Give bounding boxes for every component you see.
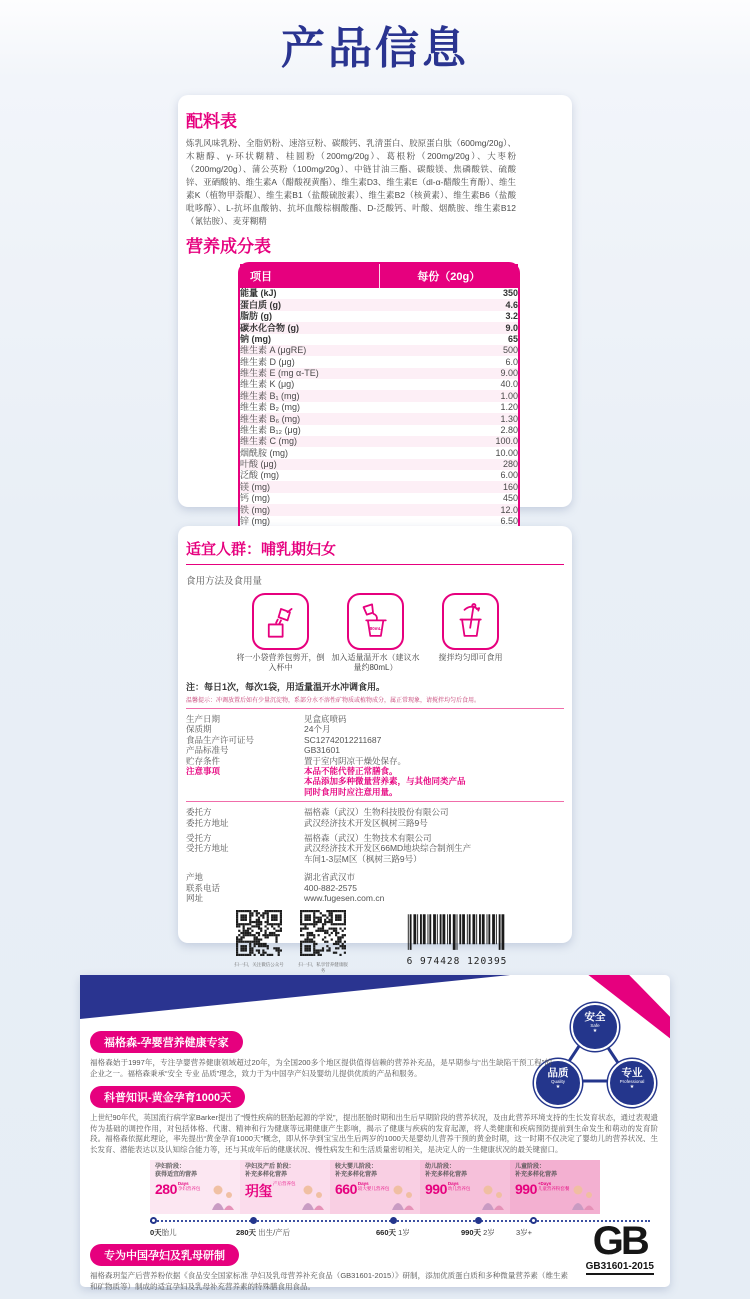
nutrition-row	[240, 299, 518, 310]
info-label: 生产日期	[186, 714, 221, 724]
info-value: 本品不能代替正常膳食。 本品添加多种微量营养素，与其他同类产品 同时食用时应注意用量。	[304, 766, 466, 797]
timeline-stage	[150, 1160, 240, 1214]
stage-number: 280	[155, 1181, 177, 1197]
ingredients-card	[178, 95, 572, 526]
nutrient-value: 2.80	[500, 424, 518, 435]
timeline-marker	[150, 1217, 157, 1224]
star-icon: ★	[555, 1084, 561, 1090]
nutrient-value: 9.0	[505, 322, 518, 333]
stage-pack-label: 幼儿营养包	[447, 1186, 471, 1192]
stage-subtitle: 补充多样化营养	[425, 1171, 468, 1178]
usage-step-caption: 搅拌均匀即可食用	[438, 653, 503, 662]
info-row	[186, 893, 564, 903]
nutrient-name: 叶酸 (μg)	[240, 459, 277, 470]
nutrient-name: 维生素 D (μg)	[240, 356, 295, 367]
barcode	[402, 914, 512, 967]
timeline-axis-label	[461, 1227, 495, 1238]
divider	[186, 801, 564, 802]
nutrient-name: 铁 (mg)	[240, 504, 270, 515]
people-illustration	[388, 1182, 418, 1212]
stage-product-label	[178, 1181, 201, 1191]
nutrition-row	[240, 470, 518, 481]
info-row	[186, 833, 564, 843]
qr-code	[297, 910, 349, 974]
stage-product-label	[273, 1181, 296, 1186]
nutrient-name: 锌 (mg)	[240, 515, 270, 526]
nutrient-name: 维生素 B₁ (mg)	[240, 390, 300, 401]
stage-number: 玥玺	[245, 1183, 272, 1199]
contact-section	[186, 872, 564, 903]
nutrient-value: 4.6	[505, 299, 518, 310]
stage-days-label: Days	[177, 1181, 189, 1186]
stage-pack-label: 产后营养包	[273, 1181, 296, 1186]
info-value: 湖北省武汉市	[304, 872, 356, 883]
nutrient-name: 脂肪 (g)	[240, 311, 272, 322]
people-illustration	[568, 1182, 598, 1212]
info-label: 产品标准号	[186, 745, 229, 756]
nutrient-name: 蛋白质 (g)	[240, 299, 281, 310]
qr-code-image	[300, 943, 346, 960]
nutrition-col-item: 项目	[240, 264, 379, 288]
usage-tip: 温馨提示：冲调放置后如有少量沉淀物，系部分水不溶性矿物质或植物成分，属正常现象，请搅拌均匀后食用。	[186, 698, 481, 704]
star-icon: ★	[629, 1084, 635, 1090]
nutrient-value: 6.50	[500, 515, 518, 526]
nutrient-value: 12.0	[500, 504, 518, 515]
nutrition-row	[240, 447, 518, 458]
nutrient-name: 维生素 A (μgRE)	[240, 345, 307, 356]
stage-title: 幼儿阶段：	[425, 1164, 456, 1170]
info-value: 武汉经济技术开发区枫树三路9号	[304, 817, 428, 828]
info-label: 食品生产许可证号	[186, 734, 255, 745]
nutrition-row	[240, 368, 518, 379]
manufacturer-section	[186, 807, 564, 864]
nutrition-row	[240, 356, 518, 367]
info-label: 受托方	[186, 833, 212, 844]
gb-standard-number: GB31601-2015	[586, 1261, 654, 1275]
info-row	[186, 735, 564, 745]
info-value: 武汉经济技术开发区66MD地块综合制剂生产 车间1-3层M区（枫树三路9号）	[304, 843, 472, 864]
timeline-marker	[475, 1217, 482, 1224]
usage-step	[328, 593, 423, 673]
stage-subtitle: 补充多样化营养	[335, 1171, 378, 1178]
info-value: 福格森（武汉）生物技术有限公司	[304, 833, 432, 844]
timeline-axis	[150, 1214, 650, 1241]
axis-label-days: 990天	[461, 1228, 482, 1237]
nutrition-row	[240, 311, 518, 322]
timeline-stage	[420, 1160, 510, 1214]
nutrient-name: 碳水化合物 (g)	[240, 322, 299, 333]
nutrient-name: 维生素 B₂ (mg)	[240, 402, 300, 413]
nutrient-name: 维生素 B₆ (mg)	[240, 413, 301, 424]
nutrition-header-row	[240, 264, 518, 288]
nutrient-value: 10.00	[495, 447, 518, 458]
info-label: 委托方地址	[186, 817, 229, 828]
axis-label-days: 280天	[236, 1228, 257, 1237]
info-value: 福格森（武汉）生物科技股份有限公司	[304, 807, 449, 818]
audience-title: 适宜人群：哺乳期妇女	[186, 541, 337, 558]
nutrient-name: 维生素 C (mg)	[240, 436, 297, 447]
nutrient-name: 维生素 K (μg)	[240, 379, 295, 390]
timeline-axis-line	[150, 1220, 650, 1222]
info-row	[186, 766, 564, 797]
nutrient-value: 160	[502, 481, 518, 492]
stage-subtitle: 获得适宜的营养	[155, 1171, 198, 1178]
nutrient-value: 65	[507, 333, 518, 344]
nutrient-value: 280	[502, 459, 518, 470]
divider	[186, 708, 564, 709]
timeline-marker	[390, 1217, 397, 1224]
gb-letters: GB	[592, 1219, 647, 1263]
timeline-marker	[250, 1217, 257, 1224]
info-label: 产地	[186, 872, 204, 883]
stage-subtitle: 补充多样化营养	[515, 1171, 558, 1178]
knowledge-badge: 科普知识-黄金孕育1000天	[90, 1086, 245, 1108]
stage-number: 990	[425, 1181, 447, 1197]
star-icon: ★	[592, 1028, 598, 1034]
seal-cn-label: 安全	[584, 1011, 606, 1023]
usage-step	[233, 593, 328, 673]
info-row	[186, 745, 564, 755]
people-illustration	[298, 1182, 328, 1212]
nutrition-title: 营养成分表	[186, 237, 271, 256]
nutrition-row	[240, 402, 518, 413]
stage-title: 儿童阶段：	[515, 1164, 546, 1170]
info-value: 见盒底喷码	[304, 714, 347, 724]
stage-days-label: Days	[357, 1181, 369, 1186]
nutrient-name: 烟酰胺 (mg)	[240, 447, 288, 458]
timeline-axis-label	[236, 1227, 290, 1238]
svg-text:80mL: 80mL	[369, 625, 381, 631]
knowledge-text: 上世纪90年代，英国流行病学家Barker提出了“慢性疾病的胚胎起源的学说”，提出胚胎时期和出生后早期阶段的营养状况，及由此营养环境支持的生长发育状态，通过表观遗传为基础的调控作用，对包括体格、代谢、精神和行为健康等远期健康产生影响，揭示了健康与疾病的发育起源，将人类健康和疾病预防提前到生命发生和萌动的发育阶段。福格森依据此理论，率先提出“黄金孕育1000天”概念，即从怀孕到宝宝出生后两岁的1000天是婴幼儿营养干预的黄金时期，这一时期不仅决定了婴幼儿的营养状况、生长发育、潜能表达以及认知综合能力等，还与其成年后的健康状况、慢性病发生和生活质量密切相关，是决定人的一生健康状况的最关键窗口。	[90, 1113, 658, 1154]
info-value: 24个月	[304, 724, 331, 735]
qr-caption: 扫一扫，私享营养健康服务	[298, 961, 348, 973]
timeline	[150, 1160, 600, 1214]
nutrient-value: 1.00	[500, 390, 518, 401]
stage-pack-label: 孕妇营养包	[177, 1186, 201, 1192]
nutrient-name: 能量 (kJ)	[240, 288, 277, 299]
axis-label-text: 出生/产后	[256, 1228, 291, 1237]
seal-cn-label: 专业	[621, 1067, 643, 1079]
barcode-stripes	[405, 939, 509, 956]
info-row	[186, 756, 564, 766]
usage-step	[423, 593, 518, 673]
usage-steps	[233, 593, 564, 673]
usage-step-caption: 加入适量温开水（建议水量约80mL）	[331, 653, 420, 672]
nutrient-value: 6.00	[500, 470, 518, 481]
info-label: 贮存条件	[186, 755, 221, 766]
product-info-section	[186, 714, 564, 797]
nutrition-row	[240, 322, 518, 333]
nutrient-value: 100.0	[495, 436, 518, 447]
nutrient-value: 450	[502, 493, 518, 504]
nutrition-row	[240, 334, 518, 345]
stage-product-label	[538, 1181, 570, 1191]
page-title: 产品信息	[281, 24, 469, 73]
nutrition-row	[240, 379, 518, 390]
gb-standard-logo	[585, 1219, 654, 1275]
nutrient-name: 泛酸 (mg)	[240, 470, 279, 481]
people-illustration	[208, 1182, 238, 1212]
nutrition-row	[240, 504, 518, 515]
nutrient-value: 9.00	[500, 368, 518, 379]
axis-label-text: 1岁	[396, 1228, 410, 1237]
nutrition-row	[240, 459, 518, 470]
stage-title: 孕妇阶段：	[155, 1164, 186, 1170]
timeline-axis-label	[376, 1227, 410, 1238]
nutrient-value: 1.30	[500, 413, 518, 424]
axis-label-text: 胎儿	[161, 1228, 177, 1237]
info-row	[186, 818, 564, 828]
nutrient-value: 1.20	[500, 402, 518, 413]
stage-title: 较大婴儿阶段：	[335, 1164, 378, 1170]
nutrition-row	[240, 425, 518, 436]
stage-product-label	[448, 1181, 471, 1191]
nutrient-value: 500	[502, 345, 518, 356]
seal-en-label: Quality	[550, 1079, 565, 1084]
brand-card	[80, 975, 670, 1291]
nutrition-col-per-serving: 每份（20g）	[379, 264, 518, 288]
stage-days-label: +Days	[537, 1181, 552, 1186]
timeline-stage	[510, 1160, 600, 1214]
usage-card	[178, 526, 572, 973]
add-water-icon	[347, 593, 404, 650]
ingredients-title: 配料表	[186, 112, 237, 131]
nutrient-value: 350	[502, 288, 518, 299]
brand-badge: 福格森-孕婴营养健康专家	[90, 1031, 243, 1053]
stage-days-label: Days	[447, 1181, 459, 1186]
info-value: SC12742012211687	[304, 734, 382, 745]
nutrition-row	[240, 481, 518, 492]
qr-caption: 扫一扫，关注微信公众号	[234, 961, 284, 967]
axis-label-days: 660天	[376, 1228, 397, 1237]
qr-code-image	[236, 943, 282, 960]
info-row	[186, 843, 564, 864]
seal-cn-label: 品质	[547, 1067, 569, 1079]
nutrient-name: 钙 (mg)	[240, 493, 270, 504]
info-value: www.fugesen.com.cn	[304, 893, 385, 904]
nutrient-value: 3.2	[505, 311, 518, 322]
info-label: 保质期	[186, 724, 212, 735]
timeline-marker	[530, 1217, 537, 1224]
sachet-cut-icon	[252, 593, 309, 650]
stage-product-label	[358, 1181, 390, 1191]
info-label: 委托方	[186, 807, 212, 818]
timeline-stage	[330, 1160, 420, 1214]
usage-step-caption: 将一小袋营养包剪开，倒入杯中	[236, 653, 325, 672]
nutrient-name: 维生素 B₁₂ (μg)	[240, 424, 301, 435]
nutrition-table	[238, 262, 520, 540]
nutrition-row	[240, 345, 518, 356]
formulated-badge: 专为中国孕妇及乳母研制	[90, 1244, 239, 1266]
timeline-axis-label	[150, 1227, 177, 1238]
info-value: GB31601	[304, 745, 340, 756]
nutrient-name: 钠 (mg)	[240, 333, 271, 344]
stage-number: 660	[335, 1181, 357, 1197]
nutrition-row	[240, 390, 518, 401]
nutrition-row	[240, 288, 518, 299]
info-row	[186, 807, 564, 817]
info-value: 置于室内阴凉干燥处保存。	[304, 755, 407, 766]
nutrition-row	[240, 493, 518, 504]
stage-title: 孕妇及产后 阶段：	[245, 1164, 295, 1170]
barcode-digits: 6 974428 120395	[406, 955, 508, 967]
seal-en-label: Safe	[590, 1023, 600, 1028]
stir-icon	[442, 593, 499, 650]
stage-number: 990	[515, 1181, 537, 1197]
nutrient-value: 6.0	[505, 356, 518, 367]
timeline-stage	[240, 1160, 330, 1214]
formulated-text: 福格森玥玺产后营养粉依据《食品安全国家标准 孕妇及乳母营养补充食品（GB31601-2015）》研制，添加优质蛋白质和多种微量营养素（维生素和矿物质等）制成的适宜孕妇及乳母补充营养素的特殊膳食用食品。	[90, 1271, 568, 1291]
brand-intro-text: 福格森始于1997年，专注孕婴营养健康领域超过20年，为全国200多个地区提供值得信赖的营养补充品，是早期参与“出生缺陷干预工程”的企业之一。福格森秉承“安全 专业 品质”理念，致力于为中国孕产妇及婴幼儿提供优质的产品和服务。	[90, 1058, 552, 1078]
info-row	[186, 883, 564, 893]
codes-section	[186, 910, 564, 972]
usage-note: 注：每日1次，每次1袋，用适量温开水冲调食用。	[186, 682, 386, 692]
people-illustration	[478, 1182, 508, 1212]
stage-pack-label: 儿童营养粉套餐	[537, 1186, 570, 1192]
info-label: 网址	[186, 893, 204, 904]
seal-en-label: Professional	[619, 1079, 645, 1084]
stage-pack-label: 较大婴儿营养包	[357, 1186, 390, 1192]
qr-code	[233, 910, 285, 968]
nutrient-name: 镁 (mg)	[240, 481, 270, 492]
nutrient-name: 维生素 E (mg α-TE)	[240, 368, 319, 379]
info-row	[186, 714, 564, 724]
info-value: 400-882-2575	[304, 882, 357, 893]
info-row	[186, 724, 564, 734]
axis-label-days: 0天	[150, 1228, 162, 1237]
stage-subtitle: 补充多样化营养	[245, 1171, 288, 1178]
axis-label-text: 2岁	[481, 1228, 495, 1237]
nutrition-row	[240, 413, 518, 424]
usage-method-title: 食用方法及食用量	[186, 576, 263, 587]
info-label: 注意事项	[186, 766, 221, 777]
nutrient-value: 40.0	[500, 379, 518, 390]
nutrition-row	[240, 436, 518, 447]
ingredients-text: 炼乳风味乳粉、全脂奶粉、速溶豆粉、碳酸钙、乳清蛋白、胶原蛋白肽（600mg/20g）、木糖醇、γ-环状糊精、桂圆粉（200mg/20g）、葛根粉（200mg/20g）、大枣粉（200mg/20g）、蒲公英粉（100mg/20g）、中链甘油三酯、碳酸镁、焦磷酸铁、硫酸锌、亚硒酸钠、维生素A（醋酸视黄酯）、维生素D3、维生素E（dl-α-醋酸生育酚）、维生素K（植物甲萘醌）、维生素B1（盐酸硫胺素）、维生素B2（核黄素）、维生素B6（盐酸吡哆醇）、L-抗坏血酸钠、抗坏血酸棕榈酸酯、D-泛酸钙、叶酸、烟酰胺、维生素B12（氰钴胺）、麦芽糊精	[186, 138, 516, 226]
info-row	[186, 872, 564, 882]
timeline-axis-label	[516, 1227, 532, 1238]
axis-label-text: 3岁+	[516, 1228, 533, 1237]
info-label: 联系电话	[186, 882, 221, 893]
divider	[186, 564, 564, 565]
info-label: 受托方地址	[186, 843, 229, 854]
